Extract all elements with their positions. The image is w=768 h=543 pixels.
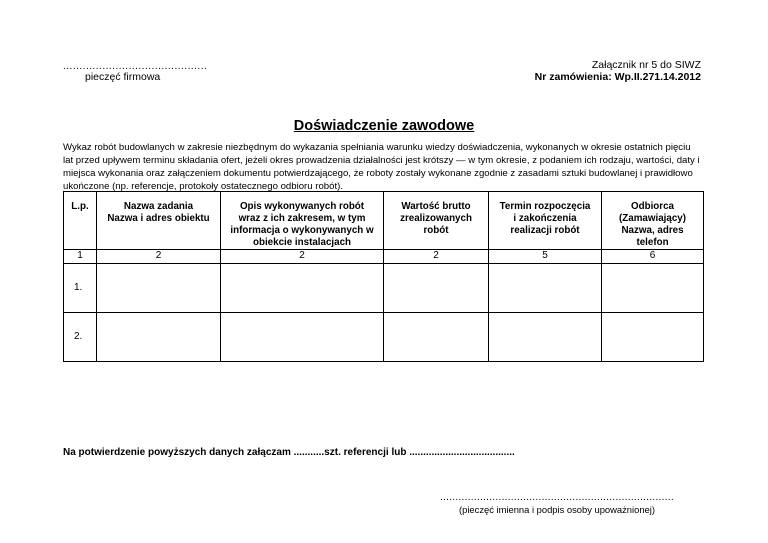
experience-table <box>63 191 704 362</box>
column-number: 2 <box>97 250 221 264</box>
header-task-name-text: Nazwa zadania Nazwa i adres obiektu <box>107 201 210 224</box>
signature-dots: ............................................................................ <box>440 492 674 503</box>
column-number: 5 <box>489 250 602 264</box>
intro-paragraph: Wykaz robót budowlanych w zakresie niezbędnym do wykazania spełniania warunku wiedzy doświadczenia, wykonanych w okresie ostatnich pięciu lat przed upływem terminu składania ofert, jeżeli okres prowadzenia działalności jest krótszy — w tym okresie, z podaniem ich rodzaju, wartości, daty i miejsca wykonania oraz załączeniem dokumentu potwierdzającego, że roboty zostały wykonane zgodnie z zasadami sztuki budowlanej i prawidłowo ukończone (np. referencje, protokoły ostatecznego odbioru robót). <box>63 142 700 192</box>
column-number: 2 <box>221 250 384 264</box>
header-gross-value: Wartość brutto zrealizowanych robót <box>384 192 489 250</box>
company-stamp-label: pieczęć firmowa <box>85 71 161 83</box>
table-cell[interactable] <box>384 264 489 313</box>
annex-label: Załącznik nr 5 do SIWZ <box>591 59 701 71</box>
table-row <box>64 313 704 362</box>
table-row <box>64 264 704 313</box>
table-cell[interactable] <box>384 313 489 362</box>
table-cell[interactable] <box>221 264 384 313</box>
header-term: Termin rozpoczęcia i zakończenia realizacji robót <box>489 192 602 250</box>
header-lp: L.p. <box>64 192 97 250</box>
table-cell[interactable] <box>489 264 602 313</box>
references-note: Na potwierdzenie powyższych danych załączam ...........szt. referencji lub ...................................... <box>63 447 515 458</box>
column-number: 6 <box>602 250 704 264</box>
row-number: 2. <box>64 313 97 362</box>
table-cell[interactable] <box>489 313 602 362</box>
table-cell[interactable] <box>221 313 384 362</box>
header-work-description: Opis wykonywanych robót wraz z ich zakresem, w tym informacja o wykonywanych w obiekcie instalacjach <box>221 192 384 250</box>
column-number: 2 <box>384 250 489 264</box>
page-title: Doświadczenie zawodowe <box>293 118 475 134</box>
company-stamp-dots: ............................................ <box>63 61 208 72</box>
header-task-name <box>97 192 221 250</box>
header-recipient: Odbiorca (Zamawiający) Nazwa, adres telefon <box>602 192 704 250</box>
order-number: Nr zamówienia: Wp.II.271.14.2012 <box>534 71 701 83</box>
table-cell[interactable] <box>97 313 221 362</box>
column-number-row <box>64 250 704 264</box>
table-cell[interactable] <box>97 264 221 313</box>
table-header-row <box>64 192 704 250</box>
table-cell[interactable] <box>602 313 704 362</box>
signature-label: (pieczęć imienna i podpis osoby upoważnionej) <box>459 504 655 515</box>
column-number: 1 <box>64 250 97 264</box>
table-cell[interactable] <box>602 264 704 313</box>
row-number: 1. <box>64 264 97 313</box>
